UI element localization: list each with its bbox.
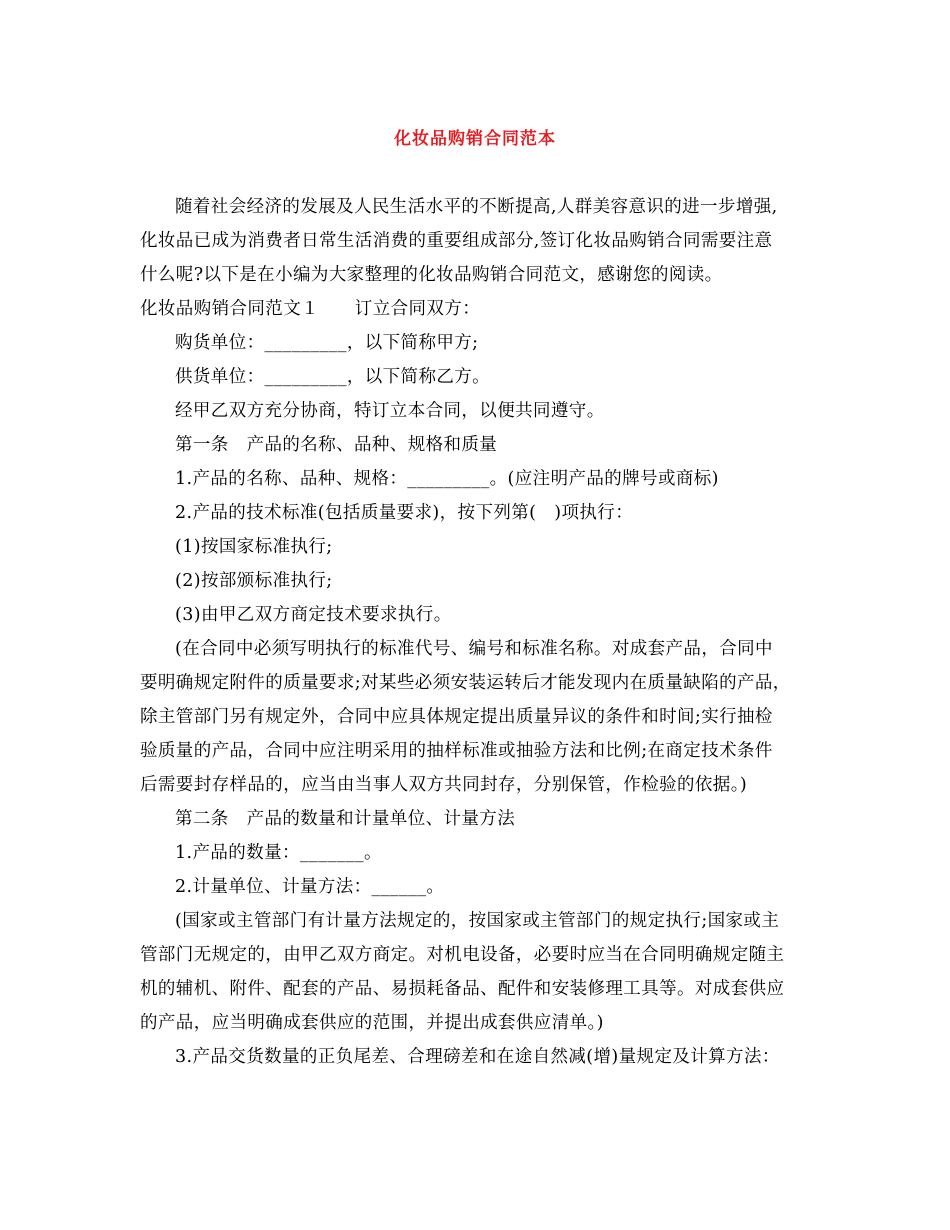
paragraph-line: 机的辅机、附件、配套的产品、易损耗备品、配件和安装修理工具等。对成套供应	[140, 979, 785, 999]
document-title: 化妆品购销合同范本	[394, 129, 556, 149]
paragraph-line: 的产品，应当明确成套供应的范围，并提出成套供应清单。)	[140, 1013, 604, 1033]
paragraph-line: 3.产品交货数量的正负尾差、合理磅差和在途自然减(增)量规定及计算方法：	[175, 1047, 780, 1067]
paragraph-line: 后需要封存样品的，应当由当事人双方共同封存，分别保管，作检验的依据。)	[140, 775, 748, 795]
paragraph-line: 化妆品已成为消费者日常生活消费的重要组成部分,签订化妆品购销合同需要注意	[140, 231, 773, 251]
paragraph-line: 管部门无规定的，由甲乙双方商定。对机电设备，必要时应当在合同明确规定随主	[140, 945, 785, 965]
list-item: (3)由甲乙双方商定技术要求执行。	[175, 605, 452, 625]
paragraph-line: (国家或主管部门有计量方法规定的，按国家或主管部门的规定执行;国家或主	[175, 911, 780, 931]
paragraph-line: 1.产品的名称、品种、规格：_________。(应注明产品的牌号或商标)	[175, 469, 719, 489]
paragraph-line: 供货单位：_________，以下简称乙方。	[175, 367, 491, 387]
article-heading: 第一条 产品的名称、品种、规格和质量	[175, 435, 498, 455]
paragraph-line: 2.产品的技术标准(包括质量要求)，按下列第( )项执行：	[175, 503, 634, 523]
paragraph-line: 除主管部门另有规定外，合同中应具体规定提出质量异议的条件和时间;实行抽检	[140, 707, 773, 727]
paragraph-line: 要明确规定附件的质量要求;对某些必须安装运转后才能发现内在质量缺陷的产品，	[140, 673, 791, 693]
paragraph-line: 验质量的产品，合同中应注明采用的抽样标准或抽验方法和比例;在商定技术条件	[140, 741, 773, 761]
paragraph-line: (在合同中必须写明执行的标准代号、编号和标准名称。对成套产品，合同中	[175, 639, 773, 659]
paragraph-line: 1.产品的数量：_______。	[175, 843, 382, 863]
paragraph-line: 经甲乙双方充分协商，特订立本合同，以便共同遵守。	[175, 401, 605, 421]
paragraph-line: 购货单位：_________，以下简称甲方;	[175, 333, 479, 353]
paragraph-line: 随着社会经济的发展及人民生活水平的不断提高,人群美容意识的进一步增强,	[175, 197, 778, 217]
paragraph-line: 2.计量单位、计量方法：______。	[175, 877, 445, 897]
list-item: (1)按国家标准执行;	[175, 537, 333, 557]
paragraph-line: 什么呢?以下是在小编为大家整理的化妆品购销合同范文，感谢您的阅读。	[140, 265, 723, 285]
list-item: (2)按部颁标准执行;	[175, 571, 333, 591]
section-heading: 化妆品购销合同范文１ 订立合同双方：	[140, 299, 481, 319]
article-heading: 第二条 产品的数量和计量单位、计量方法	[175, 809, 516, 829]
